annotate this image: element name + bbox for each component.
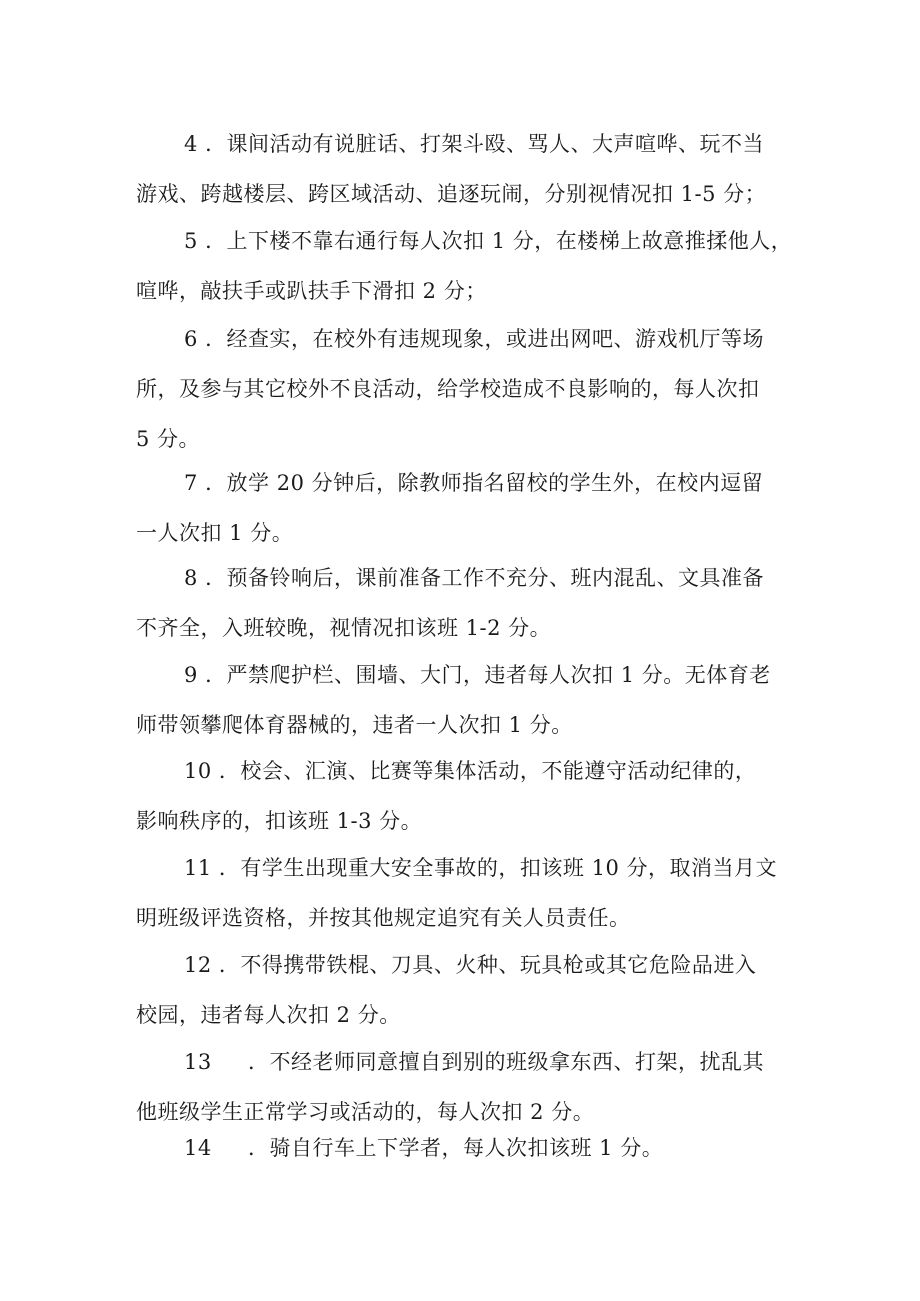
rule-item-6 [136,314,816,464]
rule-number: 12 [184,953,212,977]
rule-line: 他班级学生正常学习或活动的，每人次扣 2 分。 [136,1100,595,1124]
rule-line: 所，及参与其它校外不良活动，给学校造成不良影响的，每人次扣 [136,377,760,401]
rule-text: ．预备铃响后，课前准备工作不充分、班内混乱、文具准备 [205,566,765,590]
rule-item-14 [136,1123,816,1173]
rule-line [136,458,816,508]
rule-item-12 [136,940,816,1040]
rule-line [136,314,816,364]
rule-line [136,940,816,990]
rule-line [136,843,816,893]
rule-text: ．校会、汇演、比赛等集体活动，不能遵守活动纪律的， [218,759,757,783]
rule-line: 校园，违者每人次扣 2 分。 [136,1003,401,1027]
rule-item-13 [136,1037,816,1137]
rule-text: ．不经老师同意擅自到别的班级拿东西、打架，扰乱其 [248,1050,764,1074]
rule-line [136,1037,816,1087]
rule-line: 不齐全，入班较晚，视情况扣该班 1-2 分。 [136,616,552,640]
rule-text: ．不得携带铁棍、刀具、火种、玩具枪或其它危险品进入 [218,953,757,977]
rule-line [136,119,816,169]
rule-line: 5 分。 [136,427,201,451]
rule-item-11 [136,843,816,943]
rule-number: 8 [184,566,198,590]
rule-number: 6 [184,327,198,351]
rule-line: 喧哗，敲扶手或趴扶手下滑扣 2 分； [136,279,487,303]
rule-number: 4 [184,132,198,156]
rule-line [136,216,816,266]
rule-text: ．有学生出现重大安全事故的，扣该班 10 分，取消当月文 [218,856,777,880]
rule-line [136,746,816,796]
rule-item-9 [136,650,816,750]
rule-line: 游戏、跨越楼层、跨区域活动、追逐玩闹，分别视情况扣 1-5 分； [136,182,767,206]
rule-number: 5 [184,229,198,253]
rule-line: 一人次扣 1 分。 [136,521,294,545]
rule-text: ．骑自行车上下学者，每人次扣该班 1 分。 [248,1136,664,1160]
rule-item-7 [136,458,816,558]
rule-number: 10 [184,759,212,783]
rule-line: 明班级评选资格，并按其他规定追究有关人员责任。 [136,906,631,930]
rule-text: ．上下楼不靠右通行每人次扣 1 分，在楼梯上故意推揉他人， [205,229,793,253]
rule-number: 9 [184,663,198,687]
rule-number: 13 [184,1050,212,1074]
rule-text: ．严禁爬护栏、围墙、大门，违者每人次扣 1 分。无体育老 [205,663,771,687]
rule-number: 11 [184,856,212,880]
rule-line: 师带领攀爬体育器械的，违者一人次扣 1 分。 [136,713,573,737]
rule-line: 影响秩序的，扣该班 1-3 分。 [136,809,423,833]
rule-item-5 [136,216,816,316]
rule-number: 14 [184,1136,212,1160]
rule-text: ．经查实，在校外有违规现象，或进出网吧、游戏机厅等场 [205,327,765,351]
rule-line [136,1123,816,1173]
rule-item-8 [136,553,816,653]
rule-text: ．放学 20 分钟后，除教师指名留校的学生外，在校内逗留 [205,471,764,495]
rule-text: ．课间活动有说脏话、打架斗殴、骂人、大声喧哗、玩不当 [205,132,765,156]
rule-number: 7 [184,471,198,495]
rule-line [136,650,816,700]
rule-line [136,553,816,603]
rule-item-4 [136,119,816,219]
rule-item-10 [136,746,816,846]
